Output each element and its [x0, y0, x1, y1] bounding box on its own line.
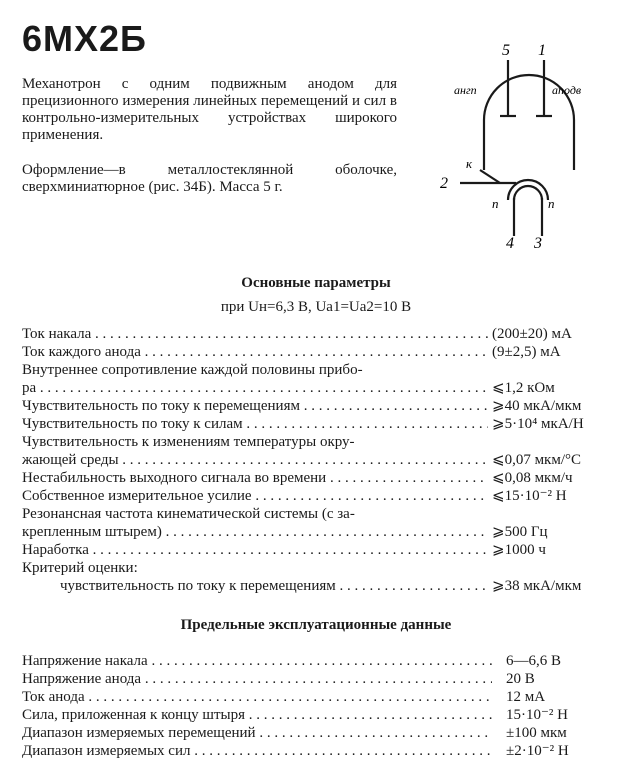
param-row — [22, 487, 622, 505]
anode-ngp-label: aнгп — [454, 83, 477, 97]
tube-schematic-diagram — [420, 38, 620, 253]
description-paragraph-2: Оформление—в металлостеклянной оболочке, сверхминиатюрное (рис. 34Б). Масса 5 г. — [22, 162, 397, 195]
param-row — [22, 361, 622, 397]
limit-value: 12 мА — [502, 688, 545, 706]
param-row — [22, 397, 622, 415]
param-value: ⩾5·10⁴ мкА/Н — [488, 415, 584, 433]
param-label-line1: Резонансная частота кинематической системы (с за- — [22, 506, 355, 522]
param-label: Нестабильность выходного сигнала во времени . . . — [22, 469, 492, 487]
measurement-conditions: при Uн=6,3 В, Ua1=Ua2=10 В — [220, 299, 412, 315]
param-value: ⩾38 мкА/мкм — [488, 577, 581, 595]
param-label-line2: ра . . . — [22, 379, 492, 397]
param-row — [22, 343, 622, 361]
limit-label: Диапазон измеряемых перемещений . . . — [22, 724, 492, 742]
limit-label: Напряжение анода . . . — [22, 670, 492, 688]
pin-4-label: 4 — [506, 235, 514, 252]
limit-row — [22, 724, 622, 742]
param-label-line1: Внутреннее сопротивление каждой половины прибо- — [22, 362, 363, 378]
param-label: Чувствительность по току к перемещениям . . . — [22, 397, 492, 415]
param-value: ⩽15·10⁻² Н — [488, 487, 567, 505]
limit-parameters-list — [22, 652, 622, 760]
limit-value: ±100 мкм — [502, 724, 567, 742]
page-title: 6МХ2Б — [22, 18, 147, 59]
param-value: (200±20) мА — [488, 325, 572, 343]
limit-row — [22, 670, 622, 688]
limit-row — [22, 652, 622, 670]
pin-3-label: 3 — [534, 235, 542, 252]
param-label-line2: жающей среды . . . — [22, 451, 492, 469]
limit-label: Диапазон измеряемых сил . . . — [22, 742, 492, 760]
param-value: ⩽1,2 кОм — [488, 379, 555, 397]
cathode-arc-inner — [514, 186, 542, 200]
cathode-label: к — [466, 156, 473, 171]
limit-value: 6—6,6 В — [502, 652, 561, 670]
param-label: Ток каждого анода . . . — [22, 343, 492, 361]
limit-row — [22, 706, 622, 724]
param-value: ⩾40 мкА/мкм — [488, 397, 581, 415]
limit-value: 20 В — [502, 670, 535, 688]
limit-label: Ток анода . . . — [22, 688, 492, 706]
param-value: ⩽0,07 мкм/°С — [488, 451, 581, 469]
param-row — [22, 469, 622, 487]
param-label: Собственное измерительное усилие . . . — [22, 487, 492, 505]
param-label-line1: Чувствительность к изменениям температуры окру- — [22, 434, 355, 450]
heater-left-label: п — [492, 196, 499, 211]
param-row — [22, 505, 622, 541]
param-row — [22, 541, 622, 559]
param-label: Ток накала . . . — [22, 325, 492, 343]
pin-1-label: 1 — [538, 42, 546, 59]
param-value: ⩾500 Гц — [488, 523, 548, 541]
main-parameters-heading: Основные параметры — [241, 275, 391, 291]
limit-value: ±2·10⁻² Н — [502, 742, 569, 760]
limit-label: Напряжение накала . . . — [22, 652, 492, 670]
param-label: Чувствительность по току к силам . . . — [22, 415, 492, 433]
description-paragraph-1: Механотрон с одним подвижным анодом для прецизионного измерения линейных перемещений и сил в контрольно-измерительных устройствах широкого применения. — [22, 76, 397, 143]
param-label-line1: Критерий оценки: — [22, 560, 138, 576]
param-row — [22, 325, 622, 343]
pin-2-label: 2 — [440, 175, 448, 192]
limit-value: 15·10⁻² Н — [502, 706, 568, 724]
heater-right-label: п — [548, 196, 555, 211]
limit-row — [22, 688, 622, 706]
anode-podv-label: aподв — [552, 83, 582, 97]
param-value: ⩾1000 ч — [488, 541, 546, 559]
param-row — [22, 559, 622, 595]
param-row — [22, 433, 622, 469]
param-row — [22, 415, 622, 433]
param-value: ⩽0,08 мкм/ч — [488, 469, 573, 487]
main-parameters-list — [22, 325, 622, 595]
limit-label: Сила, приложенная к концу штыря . . . — [22, 706, 492, 724]
cathode-marker — [480, 170, 500, 183]
param-label: Наработка . . . — [22, 541, 492, 559]
pin-5-label: 5 — [502, 42, 510, 59]
limit-parameters-heading: Предельные эксплуатационные данные — [180, 617, 452, 633]
limit-row — [22, 742, 622, 760]
param-value: (9±2,5) мА — [488, 343, 561, 361]
param-label-line2: чувствительность по току к перемещениям . . . — [60, 577, 492, 595]
param-label-line2: крепленным штырем) . . . — [22, 523, 492, 541]
